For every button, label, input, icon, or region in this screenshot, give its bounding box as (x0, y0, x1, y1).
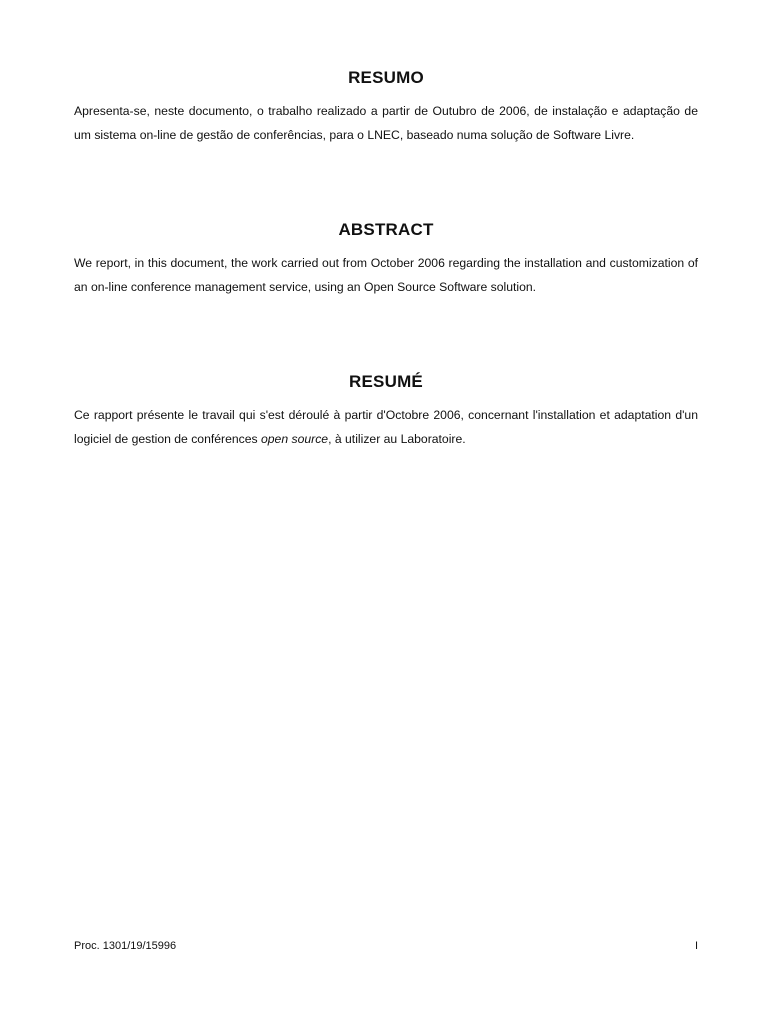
resume-text-italic: open source (261, 431, 329, 446)
abstract-section (74, 220, 698, 299)
resumo-heading: RESUMO (348, 68, 424, 87)
abstract-heading: ABSTRACT (338, 220, 434, 239)
resume-section (74, 372, 698, 451)
page-footer (74, 940, 698, 952)
resume-heading: RESUMÉ (349, 372, 423, 391)
resume-text-after: , à utilizer au Laboratoire. (328, 431, 466, 446)
resume-text-before: Ce rapport présente le travail qui s'est déroulé à partir d'Octobre 2006, concernant l'installation et adaptation d'un logiciel de gestion de conférences (74, 408, 698, 446)
footer-reference: Proc. 1301/19/15996 (74, 940, 177, 952)
resume-paragraph (74, 404, 698, 451)
abstract-paragraph: We report, in this document, the work carried out from October 2006 regarding the installation and customization of an on-line conference management service, using an Open Source Software solution. (74, 256, 698, 294)
resumo-section (74, 68, 698, 147)
footer-page-number: I (694, 940, 698, 952)
resumo-paragraph: Apresenta-se, neste documento, o trabalho realizado a partir de Outubro de 2006, de instalação e adaptação de um sistema on-line de gestão de conferências, para o LNEC, baseado numa solução de Software Livre. (74, 104, 698, 142)
